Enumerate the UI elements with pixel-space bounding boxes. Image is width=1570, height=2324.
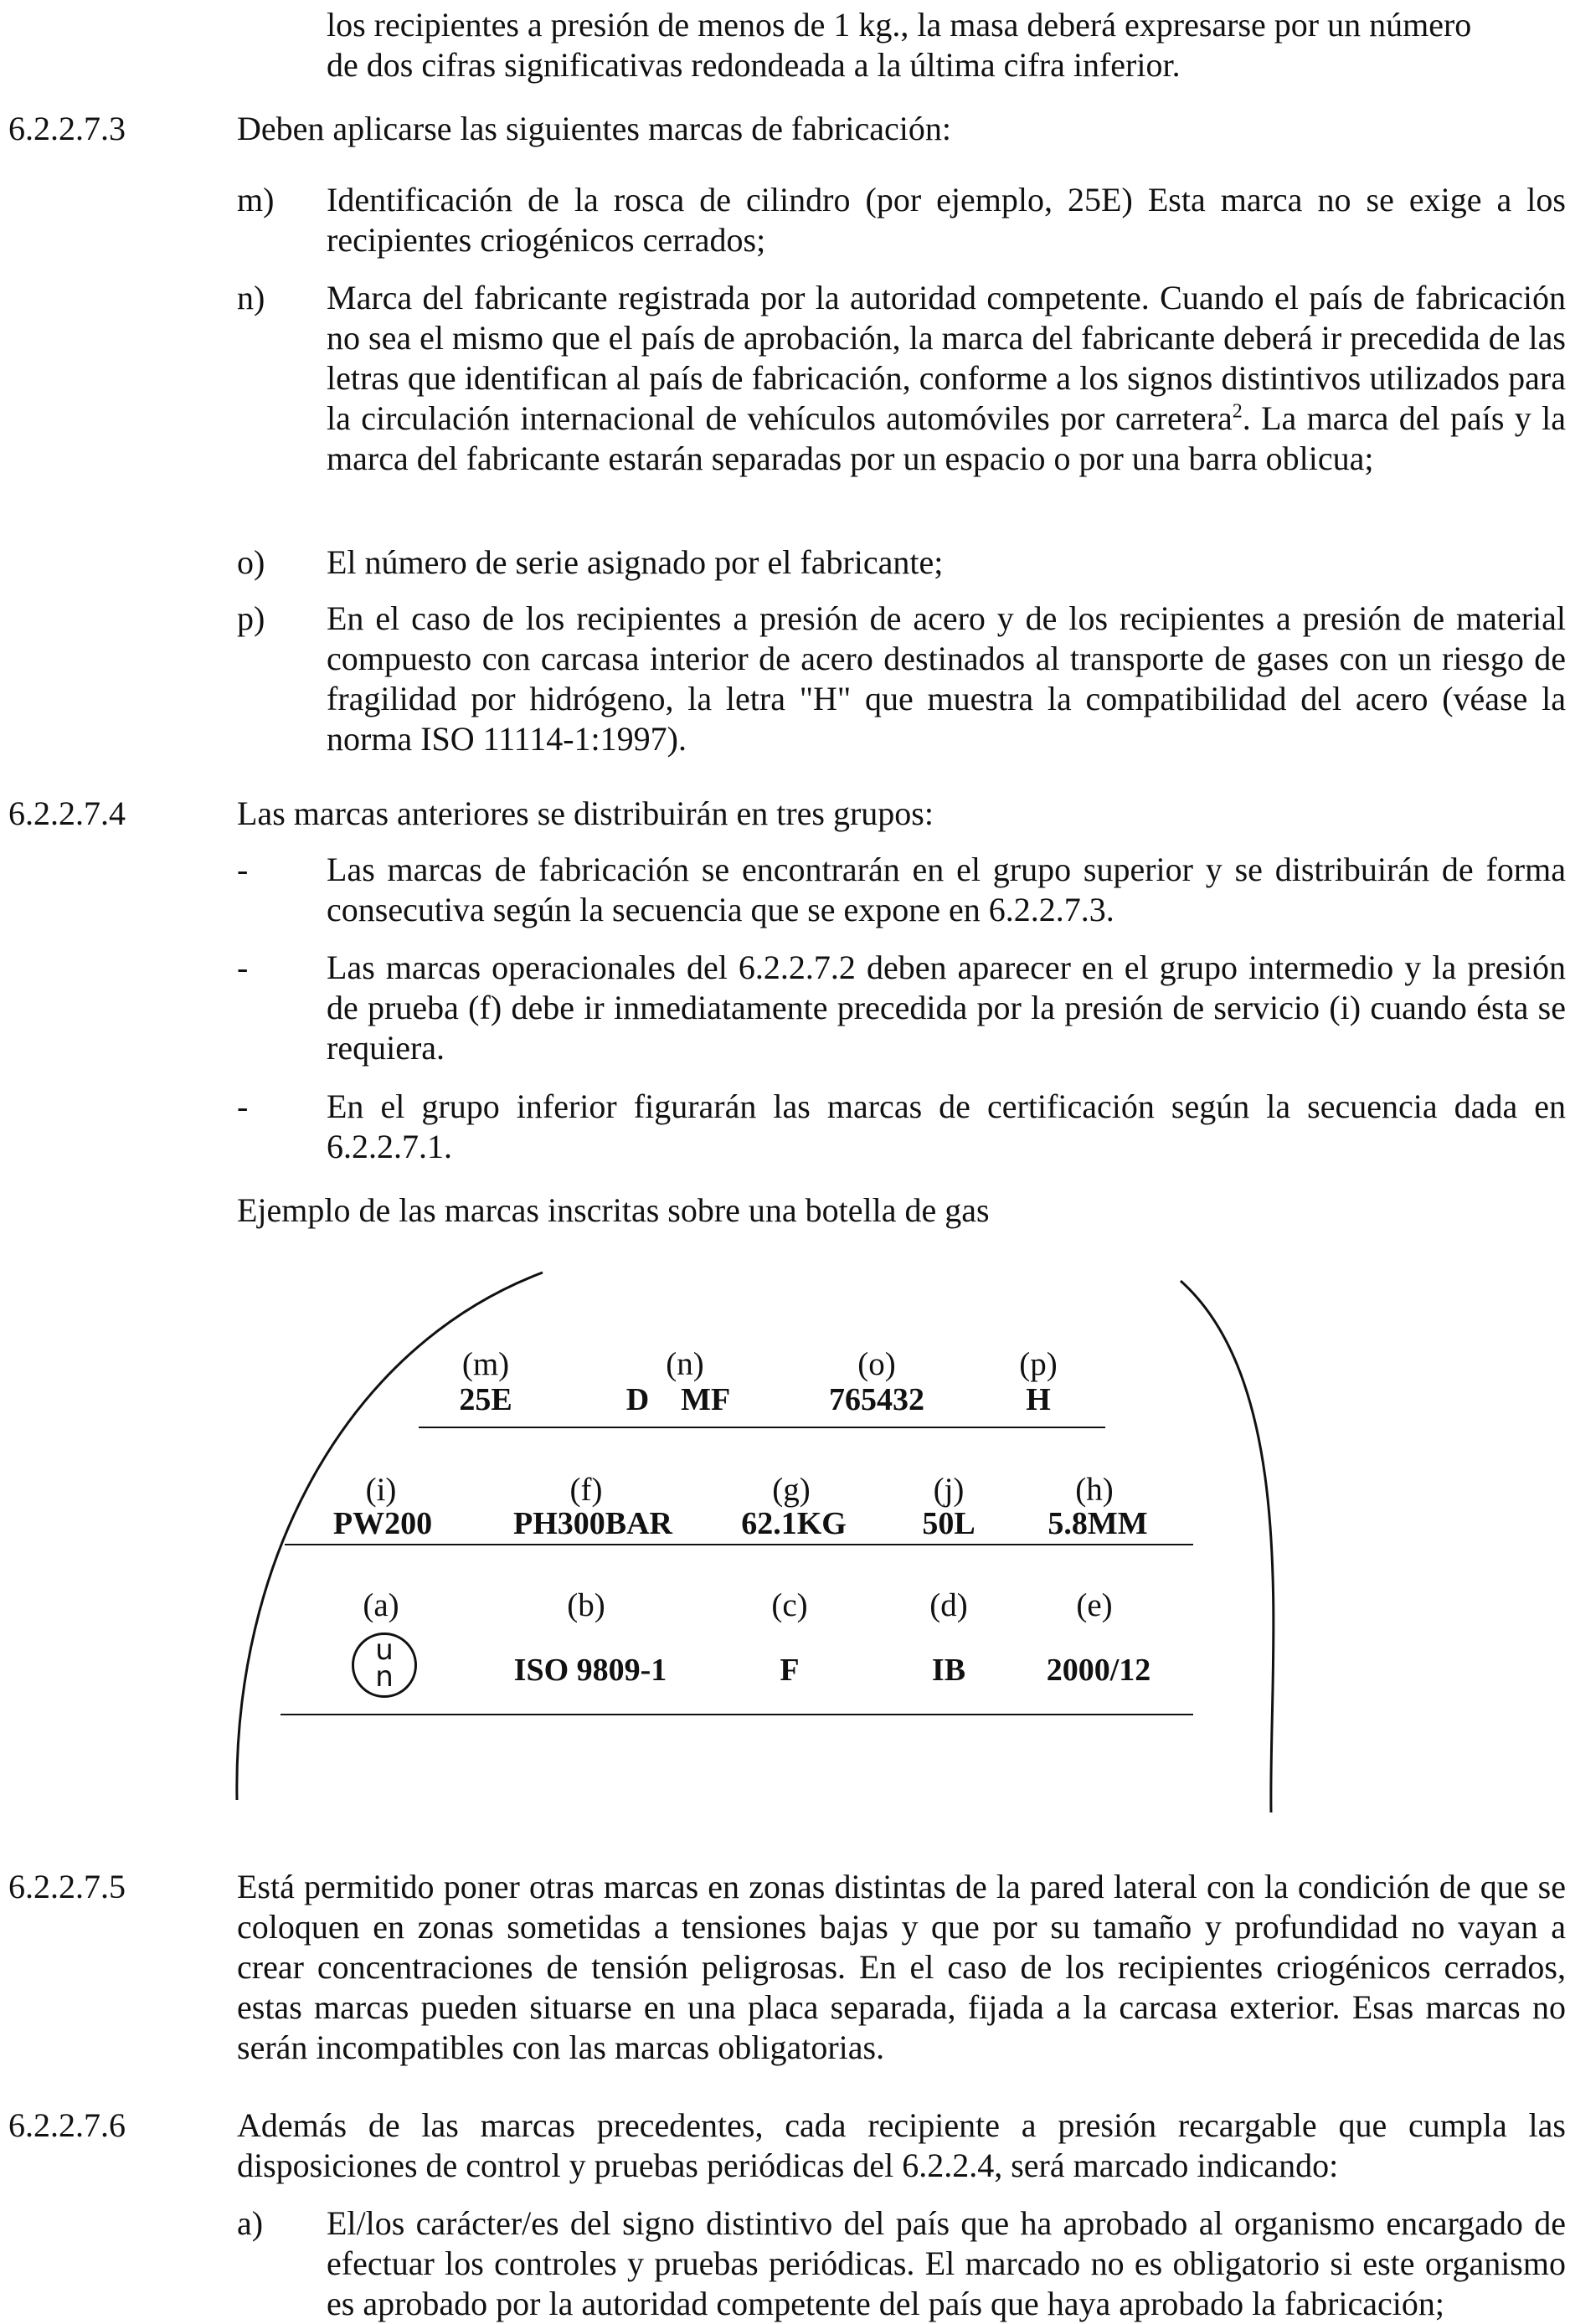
value-serial: 765432	[829, 1382, 924, 1417]
value-manufacturer: D MF	[625, 1382, 731, 1417]
caption-g: (g)	[772, 1472, 811, 1508]
value-inspection-body: IB	[931, 1653, 966, 1688]
caption-j: (j)	[933, 1472, 965, 1508]
item-label-a: a)	[237, 2204, 264, 2242]
bullet-dash-2: -	[237, 949, 249, 986]
item-text-n-a: Marca del fabricante registrada por la autoridad competente. Cuando el país de fabricación no sea el mismo que el país de aprobación, la marca del fabricante deberá ir precedida de las letras que identifican al país de fabricación, conforme a los signos distintivos utilizados para la circulación internacional de vehículos automóviles por carretera	[327, 279, 1566, 437]
value-thread: 25E	[459, 1382, 512, 1417]
value-date: 2000/12	[1046, 1653, 1151, 1688]
caption-f: (f)	[569, 1472, 603, 1508]
caption-o: (o)	[857, 1346, 896, 1382]
intro-line-2: de dos cifras significativas redondeada a la última cifra inferior.	[327, 46, 1181, 84]
bullet-dash-3: -	[237, 1087, 249, 1125]
bullet-text-3: En el grupo inferior figurarán las marcas de certificación según la secuencia dada en 6.2.2.7.1.	[327, 1087, 1566, 1165]
example-caption: Ejemplo de las marcas inscritas sobre una botella de gas	[237, 1191, 990, 1229]
section-number-6: 6.2.2.7.6	[8, 2106, 126, 2144]
value-test-pressure: PH300BAR	[513, 1506, 672, 1541]
gas-bottle-marking-figure	[0, 1256, 1570, 1833]
section-number-5: 6.2.2.7.5	[8, 1868, 126, 1905]
item-text-n	[327, 278, 1566, 479]
item-label-o: o)	[237, 543, 265, 581]
value-mass: 62.1KG	[741, 1506, 847, 1541]
value-hydrogen: H	[1026, 1382, 1051, 1417]
item-label-p: p)	[237, 599, 265, 637]
section-number-4: 6.2.2.7.4	[8, 794, 126, 832]
bottle-outline	[0, 1256, 1570, 1833]
caption-m: (m)	[461, 1346, 510, 1382]
value-wall-thickness: 5.8MM	[1048, 1506, 1148, 1541]
caption-b: (b)	[567, 1587, 605, 1623]
bottle-right-arc	[1181, 1281, 1274, 1812]
caption-a: (a)	[363, 1587, 399, 1623]
section-text-5: Está permitido poner otras marcas en zonas distintas de la pared lateral con la condición de que se coloquen en zonas sometidas a tensiones bajas y que por su tamaño y profundidad no vayan a crear concentraciones de tensión peligrosas. En el caso de los recipientes criogénicos cerrados, estas marcas pueden situarse en una placa separada, fijada a la carcasa exterior. Esas marcas no serán incompatibles con las marcas obligatorias.	[237, 1868, 1566, 2066]
bullet-dash-1: -	[237, 851, 249, 888]
item-text-m: Identificación de la rosca de cilindro (por ejemplo, 25E) Esta marca no se exige a los recipientes criogénicos cerrados;	[327, 181, 1566, 259]
caption-i: (i)	[365, 1472, 397, 1508]
section-number-3: 6.2.2.7.3	[8, 110, 126, 147]
section-text-6: Además de las marcas precedentes, cada recipiente a presión recargable que cumpla las disposiciones de control y pruebas periódicas del 6.2.2.4, será marcado indicando:	[237, 2106, 1566, 2184]
item-text-a: El/los carácter/es del signo distintivo del país que ha aprobado al organismo encargado de efectuar los controles y pruebas periódicas. El marcado no es obligatorio si este organismo es aprobado por la autoridad competente del país que haya aprobado la fabricación;	[327, 2204, 1566, 2322]
item-text-n-b: . La marca del país y la marca del fabricante estarán separadas por un espacio o por una barra oblicua;	[327, 399, 1566, 477]
value-capacity: 50L	[922, 1506, 975, 1541]
intro-paragraph	[327, 5, 1566, 85]
bullet-text-1: Las marcas de fabricación se encontrarán en el grupo superior y se distribuirán de forma consecutiva según la secuencia que se expone en 6.2.2.7.3.	[327, 851, 1566, 928]
section-title-3: Deben aplicarse las siguientes marcas de fabricación:	[237, 110, 951, 147]
un-symbol-bottom: n	[375, 1660, 394, 1694]
footnote-ref: 2	[1232, 400, 1243, 423]
item-text-p: En el caso de los recipientes a presión de acero y de los recipientes a presión de material compuesto con carcasa interior de acero destinados al transporte de gases con un riesgo de fragilidad por hidrógeno, la letra "H" que muestra la compatibilidad del acero (véase la norma ISO 11114-1:1997).	[327, 599, 1566, 758]
item-label-n: n)	[237, 279, 265, 316]
value-standard: ISO 9809-1	[513, 1653, 667, 1688]
caption-n: (n)	[666, 1346, 704, 1382]
un-symbol-top: u	[375, 1633, 394, 1667]
item-label-m: m)	[237, 181, 275, 219]
caption-e: (e)	[1076, 1587, 1113, 1623]
caption-p: (p)	[1019, 1346, 1058, 1382]
intro-line-1: los recipientes a presión de menos de 1 kg., la masa deberá expresarse por un número	[327, 6, 1472, 44]
caption-c: (c)	[771, 1587, 808, 1623]
caption-h: (h)	[1075, 1472, 1114, 1508]
caption-d: (d)	[929, 1587, 968, 1623]
section-title-4: Las marcas anteriores se distribuirán en tres grupos:	[237, 794, 934, 832]
value-working-pressure: PW200	[332, 1506, 433, 1541]
bullet-text-2: Las marcas operacionales del 6.2.2.7.2 deben aparecer en el grupo intermedio y la presión de prueba (f) debe ir inmediatamente precedida por la presión de servicio (i) cuando ésta se requiera.	[327, 949, 1566, 1067]
un-packaging-symbol-icon	[352, 1632, 417, 1698]
item-text-o: El número de serie asignado por el fabricante;	[327, 543, 944, 581]
value-f: F	[780, 1653, 800, 1688]
